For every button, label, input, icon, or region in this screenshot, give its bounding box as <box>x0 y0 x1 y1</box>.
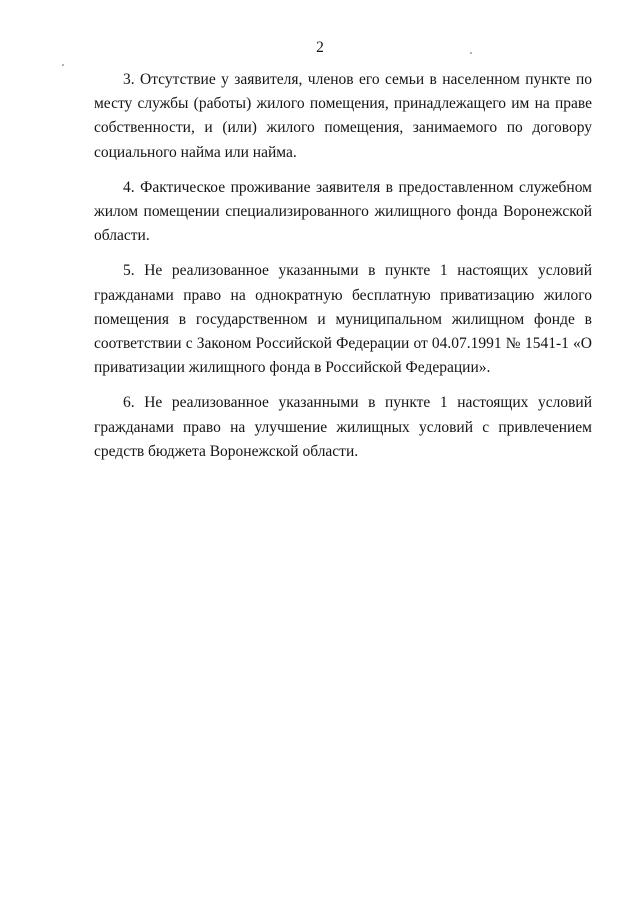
paragraph-item-4: 4. Фактическое проживание заявителя в предоставленном служебном жилом помещении специализированного жилищного фонда Воронежской области. <box>94 178 592 245</box>
paragraph-item-6: 6. Не реализованное указанными в пункте 1 настоящих условий гражданами право на улучшение жилищных условий с привлечением средств бюджета Воронежской области. <box>94 394 592 460</box>
page-number: 2 <box>316 39 324 56</box>
paragraph-item-5: 5. Не реализованное указанными в пункте 1 настоящих условий гражданами право на однократную бесплатную приватизацию жилого помещения в государственном и муниципальном жилищном фонде в соответствии с Законом Российской Федерации от 04.07.1991 № 1541-1 «О приватизации жилищного фонда в Российской Федерации». <box>94 262 592 377</box>
document-body <box>94 68 592 475</box>
paragraph-item-3: 3. Отсутствие у заявителя, членов его семьи в населенном пункте по месту службы (работы) жилого помещения, принадлежащего им на праве собственности, и (или) жилого помещения, занимаемого по договору социального найма или найма. <box>94 71 592 161</box>
scan-speck <box>62 64 64 66</box>
